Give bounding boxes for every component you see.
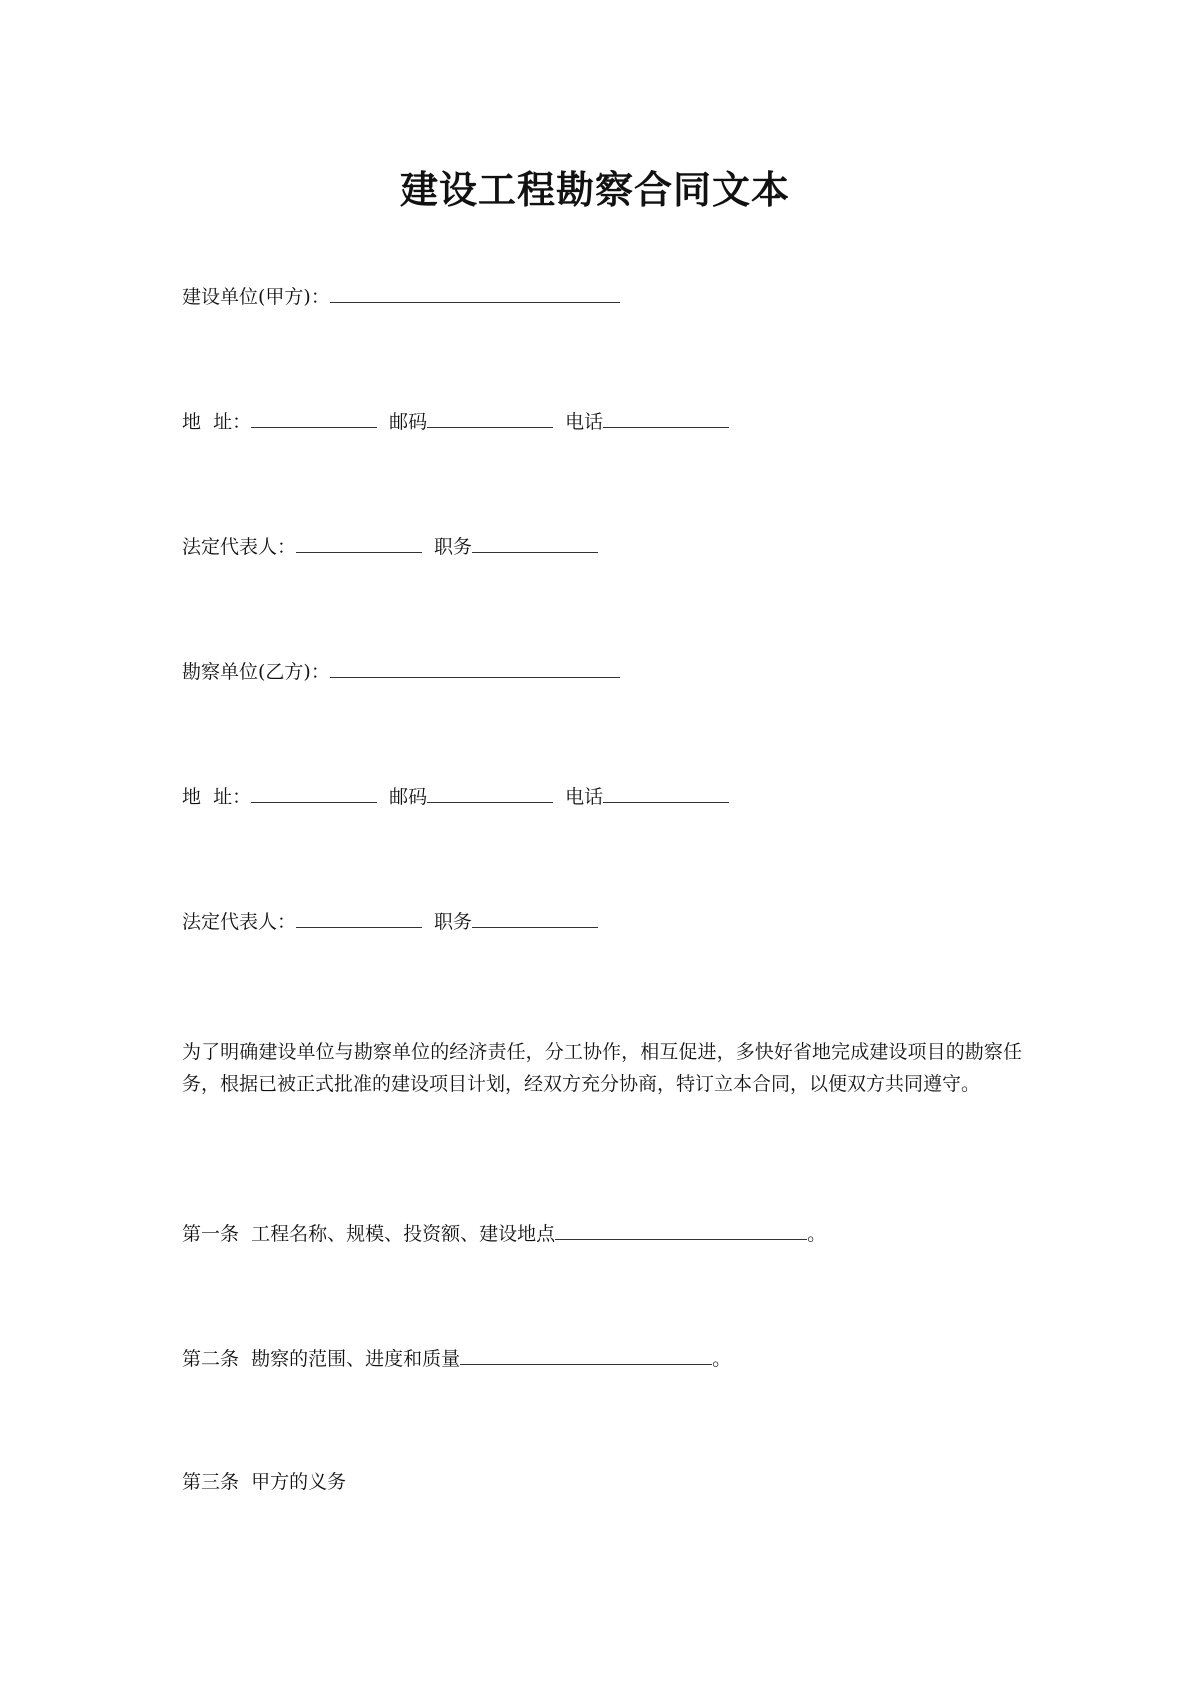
party-a-unit-label: 建设单位(甲方)：: [182, 286, 330, 308]
party-b-position-field[interactable]: [472, 909, 598, 928]
party-a-rep-label: 法定代表人：: [182, 536, 297, 558]
party-a-rep-row: [182, 533, 598, 561]
party-b-phone-label: 电话: [565, 786, 604, 808]
document-title: 建设工程勘察合同文本: [399, 167, 790, 212]
party-a-position-label: 职务: [434, 536, 473, 558]
party-a-position-field[interactable]: [472, 534, 598, 553]
party-b-rep-label: 法定代表人：: [182, 911, 297, 933]
article-1-suffix: 。: [807, 1223, 827, 1245]
party-b-rep-field[interactable]: [296, 909, 422, 928]
article-2: [182, 1345, 731, 1373]
party-b-unit-label: 勘察单位(乙方)：: [182, 661, 330, 683]
article-1-label: 第一条 工程名称、规模、投资额、建设地点: [182, 1223, 556, 1245]
article-3: [182, 1468, 346, 1496]
article-2-field[interactable]: [460, 1346, 712, 1365]
party-b-unit-row: [182, 658, 620, 686]
party-b-phone-field[interactable]: [603, 784, 729, 803]
party-a-postcode-field[interactable]: [427, 409, 553, 428]
article-3-label: 第三条 甲方的义务: [182, 1471, 347, 1493]
party-b-postcode-field[interactable]: [427, 784, 553, 803]
article-1-field[interactable]: [555, 1221, 807, 1240]
article-2-label: 第二条 勘察的范围、进度和质量: [182, 1348, 461, 1370]
article-2-suffix: 。: [712, 1348, 732, 1370]
party-b-address-label: 地 址：: [182, 786, 252, 808]
party-a-phone-label: 电话: [565, 411, 604, 433]
party-b-address-field[interactable]: [251, 784, 377, 803]
party-a-address-label: 地 址：: [182, 411, 252, 433]
party-b-rep-row: [182, 908, 598, 936]
party-b-address-row: [182, 783, 729, 811]
party-a-postcode-label: 邮码: [389, 411, 428, 433]
party-a-unit-row: [182, 283, 620, 311]
party-b-unit-field[interactable]: [330, 659, 620, 678]
party-a-phone-field[interactable]: [603, 409, 729, 428]
preamble-paragraph: 为了明确建设单位与勘察单位的经济责任，分工协作，相互促进，多快好省地完成建设项目的勘察任务，根据已被正式批准的建设项目计划，经双方充分协商，特订立本合同，以便双方共同遵守。: [182, 1041, 1022, 1095]
article-1: [182, 1220, 826, 1248]
party-a-address-field[interactable]: [251, 409, 377, 428]
party-b-postcode-label: 邮码: [389, 786, 428, 808]
party-b-position-label: 职务: [434, 911, 473, 933]
party-a-unit-field[interactable]: [330, 284, 620, 303]
party-a-address-row: [182, 408, 729, 436]
party-a-rep-field[interactable]: [296, 534, 422, 553]
